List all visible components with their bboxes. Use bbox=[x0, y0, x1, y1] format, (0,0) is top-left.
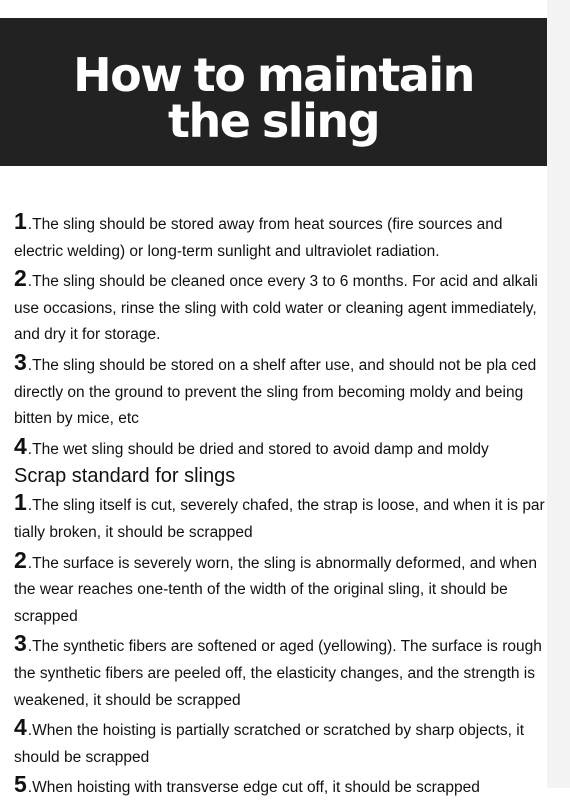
title-line-2: the sling bbox=[167, 94, 380, 148]
scrap-item-3 bbox=[14, 630, 547, 714]
item-number: 1 bbox=[14, 208, 27, 234]
item-number: 3 bbox=[14, 630, 27, 657]
item-text: .When the hoisting is partially scratched or scratched by sharp objects, it should be scrapped bbox=[14, 722, 525, 766]
maintenance-item-1 bbox=[14, 208, 547, 265]
page-edge-strip bbox=[547, 0, 570, 788]
item-number: 2 bbox=[14, 265, 27, 292]
page-title bbox=[0, 48, 547, 148]
item-text: .The sling should be stored on a shelf after use, and should not be pla ced directly on the ground to prevent the sling from becoming moldy and being bitten by mice, etc bbox=[14, 356, 537, 428]
maintenance-item-3 bbox=[14, 349, 547, 433]
maintenance-item-4 bbox=[14, 433, 547, 464]
item-number: 1 bbox=[14, 489, 27, 516]
item-text: .The sling should be cleaned once every 3 to 6 months. For acid and alkali use occasions, rinse the sling with cold water or cleaning agent immediately, and dry it for storage. bbox=[14, 273, 538, 344]
title-line-1: How to maintain bbox=[73, 48, 474, 102]
instructions-body bbox=[14, 208, 547, 802]
item-number: 5 bbox=[14, 771, 27, 798]
scrap-item-5 bbox=[14, 771, 547, 802]
scrap-item-1 bbox=[14, 489, 547, 546]
item-text: .The sling should be stored away from heat sources (fire sources and electric welding) or long-term sunlight and ultraviolet radiation. bbox=[14, 216, 503, 260]
item-text: .The sling itself is cut, severely chafed, the strap is loose, and when it is par tially broken, it should be scrapped bbox=[14, 497, 545, 541]
item-text: .The synthetic fibers are softened or aged (yellowing). The surface is rough the synthetic fibers are peeled off, the elasticity changes, and the strength is weakened, it should be scrapped bbox=[14, 638, 542, 709]
item-text: .The wet sling should be dried and stored to avoid damp and moldy bbox=[27, 440, 489, 458]
scrap-item-2 bbox=[14, 547, 547, 631]
title-banner bbox=[0, 18, 547, 166]
scrap-item-4 bbox=[14, 714, 547, 771]
item-text: .When hoisting with transverse edge cut off, it should be scrapped bbox=[27, 779, 480, 797]
item-number: 4 bbox=[14, 714, 27, 741]
item-number: 3 bbox=[14, 348, 27, 375]
item-number: 2 bbox=[14, 546, 27, 573]
item-number: 4 bbox=[14, 432, 27, 459]
scrap-section-title: Scrap standard for slings bbox=[14, 465, 236, 488]
maintenance-item-2 bbox=[14, 265, 547, 349]
item-text: .The surface is severely worn, the sling is abnormally deformed, and when the wear reaches one-tenth of the width of the original sling, it should be scrapped bbox=[14, 554, 537, 625]
